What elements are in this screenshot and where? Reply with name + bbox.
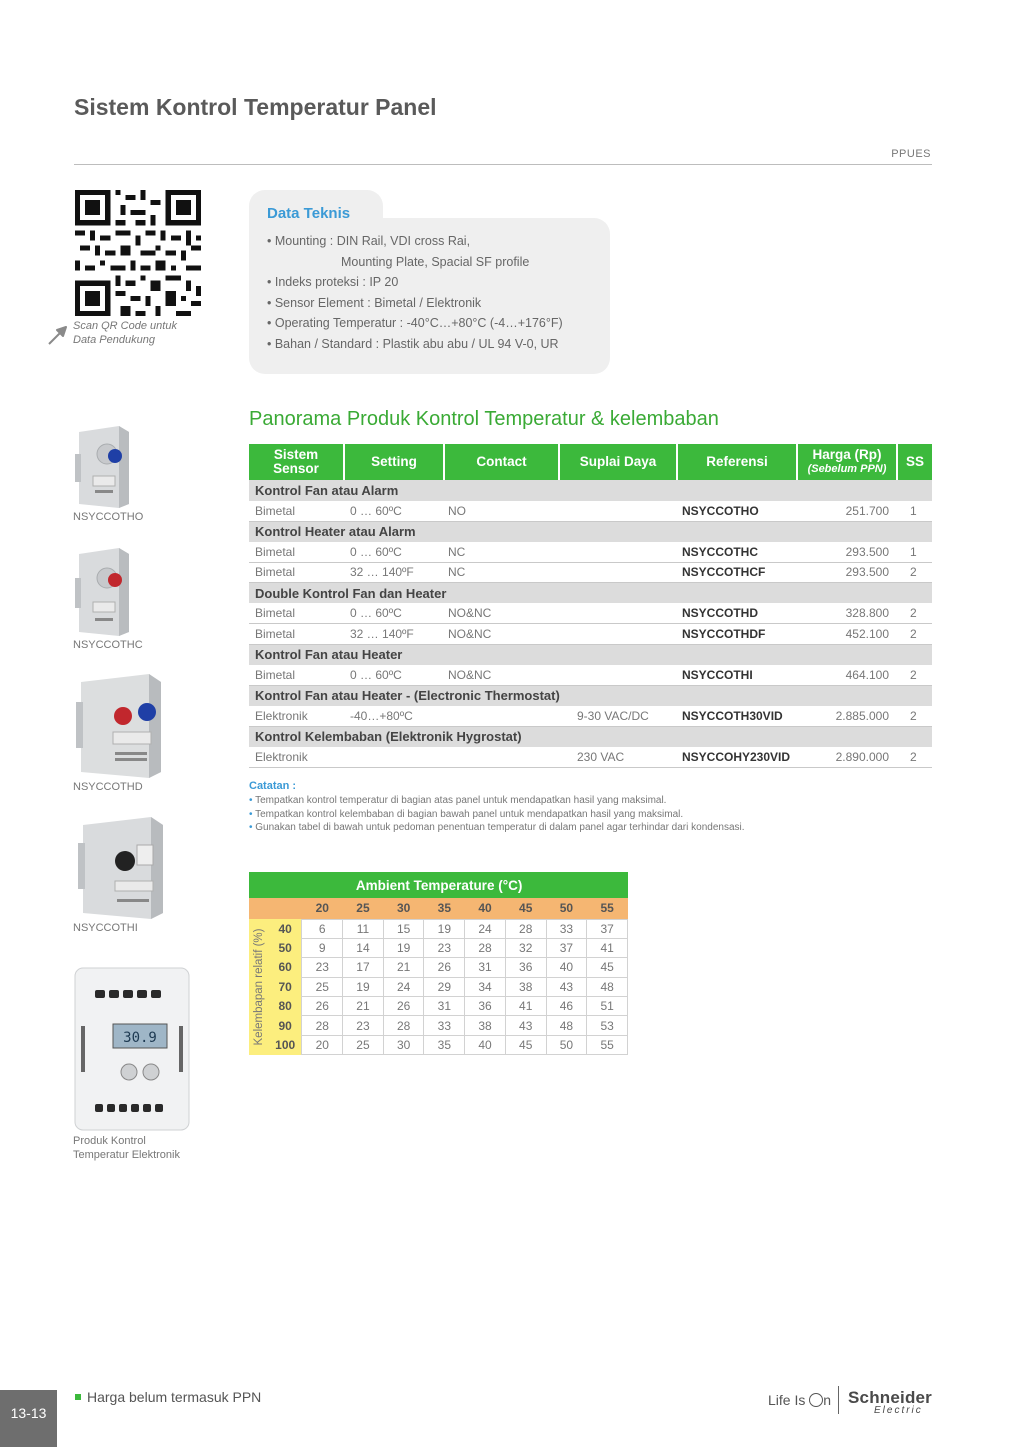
product-image-nsyccothi [75,815,167,921]
cell-price: 452.100 [797,624,897,645]
ambient-title-row [249,872,628,898]
section-title: Kontrol Heater atau Alarm [249,521,932,542]
ambient-cell: 28 [383,1016,424,1035]
cell-sensor: Elektronik [249,706,344,727]
cell-supply: 230 VAC [559,747,677,768]
table-section-row [249,685,932,706]
ambient-row [249,958,628,977]
arrow-icon [46,324,68,346]
table-section-row [249,521,932,542]
ambient-cell: 23 [302,958,343,977]
cell-ss: 2 [897,562,932,583]
ambient-cell: 21 [383,958,424,977]
qr-caption: Scan QR Code untuk Data Pendukung [73,320,177,346]
cell-sensor: Bimetal [249,665,344,686]
col-header-sensor: Sistem Sensor [249,444,344,480]
table-header-row [249,444,932,480]
ambient-cell: 37 [587,919,628,938]
cell-contact [444,706,559,727]
cell-ref: NSYCCOTHCF [677,562,797,583]
ambient-cell: 23 [343,1016,384,1035]
cell-setting: 32 … 140ºF [344,562,444,583]
panorama-title: Panorama Produk Kontrol Temperatur & kelembaban [249,408,719,430]
cell-ss: 1 [897,542,932,563]
col-header-contact: Contact [444,444,559,480]
cell-supply: 9-30 VAC/DC [559,706,677,727]
col-header-price: Harga (Rp) (Sebelum PPN) [797,444,897,480]
ambient-cell: 26 [424,958,465,977]
section-title: Double Kontrol Fan dan Heater [249,583,932,604]
ambient-cell: 43 [505,1016,546,1035]
table-row [249,562,932,583]
ambient-cell: 26 [383,997,424,1016]
ambient-cell: 17 [343,958,384,977]
section-title: Kontrol Fan atau Alarm [249,480,932,501]
notes [249,780,745,835]
ambient-cell: 23 [424,938,465,957]
product-image-nsyccothc [73,546,133,638]
note-item: • Tempatkan kontrol kelembaban di bagian bawah panel untuk mendapatkan hasil yang maksimal. [249,808,684,820]
cell-sensor: Bimetal [249,603,344,624]
ambient-cell: 19 [343,977,384,996]
product-image-nsyccothd [73,672,165,780]
ambient-cell: 26 [302,997,343,1016]
cell-price: 293.500 [797,542,897,563]
section-title: Kontrol Fan atau Heater [249,644,932,665]
cell-setting: 0 … 60ºC [344,501,444,522]
table-section-row [249,583,932,604]
cell-ss: 2 [897,665,932,686]
bullet-square [75,1394,81,1400]
cell-price: 293.500 [797,562,897,583]
ambient-cell: 31 [465,958,506,977]
table-row [249,747,932,768]
spec-item: • Sensor Element : Bimetal / Elektronik [267,295,482,310]
ambient-row-header: 90 [269,1016,302,1035]
cell-price: 2.885.000 [797,706,897,727]
ambient-cell: 31 [424,997,465,1016]
product-label: NSYCCOTHO [73,511,144,523]
table-row [249,665,932,686]
ambient-cell: 21 [343,997,384,1016]
cell-sensor: Bimetal [249,542,344,563]
cell-ref: NSYCCOTHI [677,665,797,686]
ambient-cell: 29 [424,977,465,996]
ambient-cell: 34 [465,977,506,996]
ambient-column-header: 25 [343,898,384,919]
ambient-column-header: 45 [505,898,546,919]
ambient-cell: 32 [505,938,546,957]
ambient-cell: 14 [343,938,384,957]
notes-title: Catatan : [249,780,297,792]
ambient-column-header: 20 [302,898,343,919]
footer-note: Harga belum termasuk PPN [87,1389,262,1405]
ambient-cell: 33 [424,1016,465,1035]
ambient-row [249,919,628,938]
product-label: Produk Kontrol Temperatur Elektronik [73,1135,180,1161]
table-row [249,501,932,522]
ambient-cell: 20 [302,1035,343,1054]
page-number: 13-13 [0,1390,57,1447]
table-section-row [249,644,932,665]
ambient-cell: 48 [546,1016,587,1035]
cell-contact [444,747,559,768]
spec-item: • Indeks proteksi : IP 20 [267,275,399,290]
cell-contact: NC [444,562,559,583]
ambient-cell: 25 [302,977,343,996]
ambient-cell: 36 [465,997,506,1016]
ambient-cell: 33 [546,919,587,938]
logo-divider [838,1386,839,1414]
ambient-row [249,977,628,996]
ambient-cell: 30 [383,1035,424,1054]
cell-price: 2.890.000 [797,747,897,768]
cell-contact: NO&NC [444,665,559,686]
cell-price: 328.800 [797,603,897,624]
ambient-row-header: 80 [269,997,302,1016]
cell-ref: NSYCCOTHO [677,501,797,522]
col-header-ss: SS [897,444,932,480]
ambient-row-header: 70 [269,977,302,996]
col-header-setting: Setting [344,444,444,480]
ambient-column-header: 55 [587,898,628,919]
schneider-logo-sub: Electric [874,1405,923,1416]
cell-ss: 2 [897,603,932,624]
cell-ref: NSYCCOHY230VID [677,747,797,768]
ambient-cell: 6 [302,919,343,938]
cell-sensor: Bimetal [249,562,344,583]
ambient-cell: 40 [465,1035,506,1054]
cell-ref: NSYCCOTHC [677,542,797,563]
ambient-cell: 9 [302,938,343,957]
ambient-cell: 41 [587,938,628,957]
section-code: PPUES [891,148,931,160]
ambient-cell: 40 [546,958,587,977]
table-section-row [249,480,932,501]
ambient-row [249,1016,628,1035]
cell-sensor: Bimetal [249,501,344,522]
cell-price: 464.100 [797,665,897,686]
life-is-on-logo: Life Is n [768,1392,832,1408]
data-teknis-title: Data Teknis [267,205,351,222]
cell-ss: 1 [897,501,932,522]
ambient-cell: 25 [343,1035,384,1054]
section-title: Kontrol Kelembaban (Elektronik Hygrostat) [249,726,932,747]
cell-ref: NSYCCOTHD [677,603,797,624]
power-icon [809,1393,823,1407]
header-divider [74,164,932,165]
ambient-cell: 41 [505,997,546,1016]
spec-item-continued: Mounting Plate, Spacial SF profile [341,254,530,269]
ambient-corner [249,898,302,919]
section-title: Kontrol Fan atau Heater - (Electronic Thermostat) [249,685,932,706]
ambient-column-header: 35 [424,898,465,919]
cell-contact: NO [444,501,559,522]
ambient-row [249,997,628,1016]
ambient-row-header: 50 [269,938,302,957]
cell-ss: 2 [897,706,932,727]
ambient-cell: 19 [424,919,465,938]
ambient-row [249,1035,628,1054]
cell-ref: NSYCCOTHDF [677,624,797,645]
ambient-cell: 24 [465,919,506,938]
ambient-row [249,938,628,957]
cell-sensor: Bimetal [249,624,344,645]
ambient-cell: 51 [587,997,628,1016]
cell-supply [559,665,677,686]
ambient-cell: 48 [587,977,628,996]
cell-contact: NO&NC [444,624,559,645]
cell-supply [559,542,677,563]
ambient-cell: 19 [383,938,424,957]
ambient-cell: 28 [505,919,546,938]
lcd-display: 30.9 [123,1030,157,1046]
cell-supply [559,501,677,522]
ambient-cell: 37 [546,938,587,957]
cell-ref: NSYCCOTH30VID [677,706,797,727]
cell-sensor: Elektronik [249,747,344,768]
ambient-cell: 55 [587,1035,628,1054]
cell-setting [344,747,444,768]
table-section-row [249,726,932,747]
cell-setting: -40…+80ºC [344,706,444,727]
ambient-column-header: 50 [546,898,587,919]
note-item: • Gunakan tabel di bawah untuk pedoman penentuan temperatur di dalam panel agar terhindar dari kondensasi. [249,822,745,834]
col-header-ref: Referensi [677,444,797,480]
cell-price: 251.700 [797,501,897,522]
ambient-cell: 38 [505,977,546,996]
product-table [249,444,932,768]
cell-contact: NC [444,542,559,563]
ambient-title: Ambient Temperature (°C) [302,872,628,898]
ambient-row-header: 100 [269,1035,302,1054]
cell-supply [559,624,677,645]
table-row [249,603,932,624]
ambient-row-header: 60 [269,958,302,977]
ambient-cell: 28 [302,1016,343,1035]
cell-setting: 0 … 60ºC [344,542,444,563]
ambient-temperature-table [249,872,628,1055]
ambient-cell: 36 [505,958,546,977]
product-label: NSYCCOTHD [73,781,143,793]
data-teknis-list [267,233,563,357]
table-row [249,624,932,645]
ambient-cell: 28 [465,938,506,957]
ambient-title-spacer [249,872,302,898]
ambient-cell: 11 [343,919,384,938]
schneider-logo: Schneider [848,1388,932,1407]
ambient-cell: 24 [383,977,424,996]
cell-setting: 32 … 140ºF [344,624,444,645]
ambient-cell: 53 [587,1016,628,1035]
product-label: NSYCCOTHC [73,639,143,651]
cell-contact: NO&NC [444,603,559,624]
cell-setting: 0 … 60ºC [344,603,444,624]
spec-item: • Mounting : DIN Rail, VDI cross Rai, [267,234,471,248]
ambient-cell: 15 [383,919,424,938]
ambient-columns-row [249,898,628,919]
ambient-row-header: 40 [269,919,302,938]
note-item: • Tempatkan kontrol temperatur di bagian atas panel untuk mendapatkan hasil yang maksimal. [249,794,667,806]
ambient-cell: 46 [546,997,587,1016]
ambient-column-header: 40 [465,898,506,919]
table-row [249,542,932,563]
spec-item: • Operating Temperatur : -40°C…+80°C (-4…+176°F) [267,316,563,331]
product-image-nsyccotho [73,424,133,509]
ambient-cell: 45 [505,1035,546,1054]
cell-supply [559,603,677,624]
spec-item: • Bahan / Standard : Plastik abu abu / UL 94 V-0, UR [267,336,559,351]
ambient-cell: 35 [424,1035,465,1054]
cell-setting: 0 … 60ºC [344,665,444,686]
product-image-electronic [73,966,191,1132]
cell-ss: 2 [897,747,932,768]
qr-code-image[interactable] [75,190,201,316]
cell-supply [559,562,677,583]
col-header-supply: Suplai Daya [559,444,677,480]
ambient-cell: 45 [587,958,628,977]
page-title: Sistem Kontrol Temperatur Panel [74,94,437,120]
humidity-axis-label: Kelembapan relatif (%) [249,919,269,1055]
ambient-cell: 43 [546,977,587,996]
cell-ss: 2 [897,624,932,645]
product-label: NSYCCOTHI [73,922,138,934]
table-row [249,706,932,727]
ambient-cell: 38 [465,1016,506,1035]
ambient-column-header: 30 [383,898,424,919]
ambient-cell: 50 [546,1035,587,1054]
